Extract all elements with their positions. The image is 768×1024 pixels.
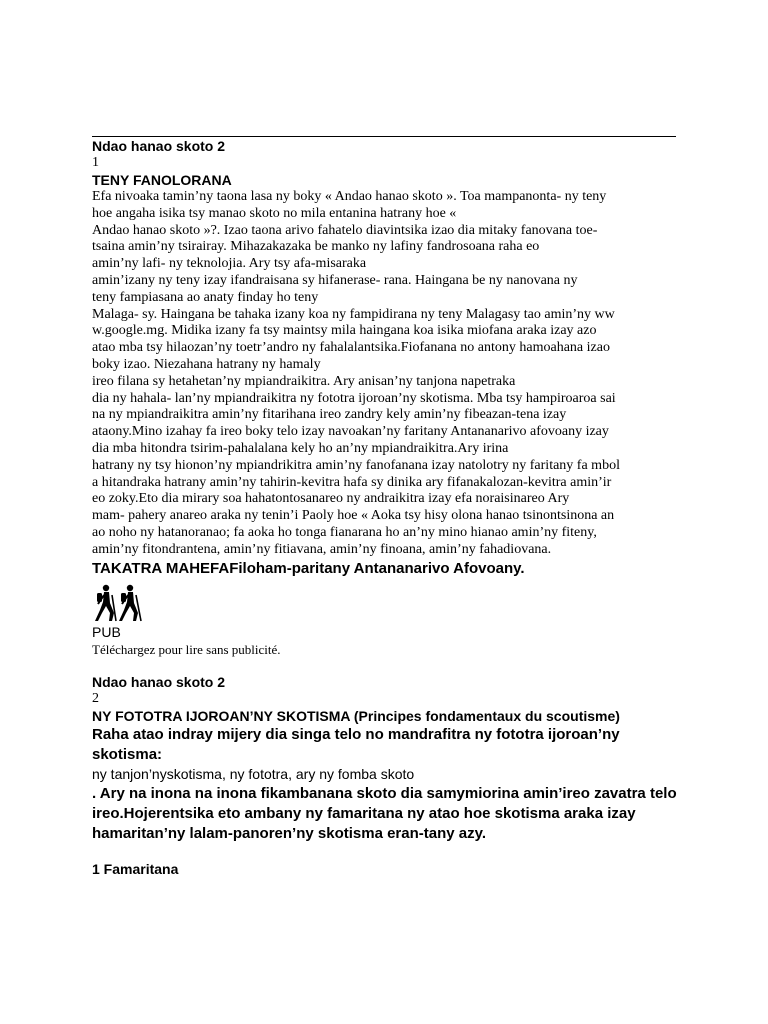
section2-content: [92, 707, 678, 878]
section1-body-line: ao noho ny hatanoranao; fa aoka ho tonga fianarana ho an’ny mino hianao amin’ny fiteny,: [92, 524, 597, 540]
section1-body-line: amin’ny fitondrantena, amin’ny fitiavana, amin’ny finoana, amin’ny fahadiovana.: [92, 541, 552, 557]
section1-body-line: boky izao. Niezahana hatrany ny hamaly: [92, 356, 321, 372]
section2-page-number: 2: [92, 691, 99, 706]
section1-body-line: hatrany ny tsy hionon’ny mpiandrikitra amin’ny fanofanana izay natolotry ny faritany fa mbol: [92, 457, 620, 473]
top-divider: [92, 136, 676, 137]
section1-title: TENY FANOLORANA: [92, 172, 232, 188]
section1-body-line: amin’ny lafi- ny teknolojia. Ary tsy afa-misaraka: [92, 256, 367, 272]
section2-paragraph: . Ary na inona na inona fikambanana skoto dia samymiorina amin’ireo zavatra telo ireo.Hojerentsika eto ambany ny famaritana ny atao hoe skotisma araka izay hamaritan’ny lalam-panoren’ny skotisma eran-tany azy.: [92, 785, 677, 842]
section1-body-line: dia ny hahala- lan’ny mpiandraikitra ny fototra ijoroan’ny skotisma. Mba tsy hampiroaroa sai: [92, 390, 616, 406]
section1-body-line: na ny mpiandraikitra amin’ny fitarihana ireo zandry kely amin’ny fibeazan-tena izay: [92, 407, 567, 423]
section2-header: Ndao hanao skoto 2: [92, 674, 226, 690]
section1-header: Ndao hanao skoto 2: [92, 138, 226, 154]
section1-body-line: dia mba hitondra tsirim-pahalalana kely ho an’ny mpiandraikitra.Ary irina: [92, 440, 509, 456]
section2-lead: Raha atao indray mijery dia singa telo no mandrafitra ny fototra ijoroan’ny skotisma:: [92, 726, 620, 763]
section1-body-line: Efa nivoaka tamin’ny taona lasa ny boky « Andao hanao skoto ». Toa mampanonta- ny teny: [92, 189, 607, 204]
section1-page-number: 1: [92, 155, 99, 170]
pub-label: PUB: [92, 624, 121, 640]
section1-body-line: atao mba tsy hilaozan’ny toetr’andro ny fahalalantsika.Fiofanana no antony hamoahana izao: [92, 340, 610, 356]
section1-body-line: w.google.mg. Midika izany fa tsy maintsy mila haingana koa isika miofana araka izay azo: [92, 323, 597, 339]
section1-body-line: hoe angaha isika tsy manao skoto no mila entanina hatrany hoe «: [92, 205, 457, 221]
section1-signature: TAKATRA MAHEFAFiloham-paritany Antananarivo Afovoany.: [92, 560, 525, 577]
section1-body-line: Malaga- sy. Haingana be tahaka izany koa ny fampidirana ny teny Malagasy tao amin’ny ww: [92, 306, 615, 322]
section2-pillars: ny tanjon’nyskotisma, ny fototra, ary ny fomba skoto: [92, 766, 415, 782]
section1-body-line: eo zoky.Eto dia mirary soa hahatontosanareo ny andraikitra izay efa noraisinareo Ary: [92, 491, 570, 507]
section2-title: NY FOTOTRA IJOROAN’NY SKOTISMA (Principes fondamentaux du scoutisme): [92, 708, 620, 724]
section1-body: [92, 189, 678, 559]
section1-body-line: teny fampiasana ao anaty finday ho teny: [92, 289, 319, 305]
section1-body-line: a hitandraka hatrany amin’ny tahirin-kevitra hafa sy dinika ary fifanakalozan-kevitra amin’ir: [92, 474, 612, 490]
hikers-icon: [92, 583, 148, 623]
download-no-ads-link[interactable]: Téléchargez pour lire sans publicité.: [92, 642, 281, 657]
section1-body-line: mam- pahery anareo araka ny tenin’i Paoly hoe « Aoka tsy hisy olona hanao tsinontsinona an: [92, 508, 615, 524]
section1-body-line: ireo filana sy hetahetan’ny mpiandraikitra. Ary anisan’ny tanjona napetraka: [92, 373, 516, 389]
section1-body-line: ataony.Mino izahay fa ireo boky telo izay navoakan’ny faritany Antananarivo afovoany izay: [92, 424, 609, 440]
section1-body-line: Andao hanao skoto »?. Izao taona arivo fahatelo diavintsika izao dia mitaky fanovana toe-: [92, 222, 598, 238]
section2-subheading: 1 Famaritana: [92, 861, 179, 877]
section1-body-line: tsaina amin’ny tsirairay. Mihazakazaka be manko ny lafiny fandrosoana raha eo: [92, 239, 540, 255]
section1-body-line: amin’izany ny teny izay ifandraisana sy hifanerase- rana. Haingana be ny nanovana ny: [92, 272, 578, 288]
